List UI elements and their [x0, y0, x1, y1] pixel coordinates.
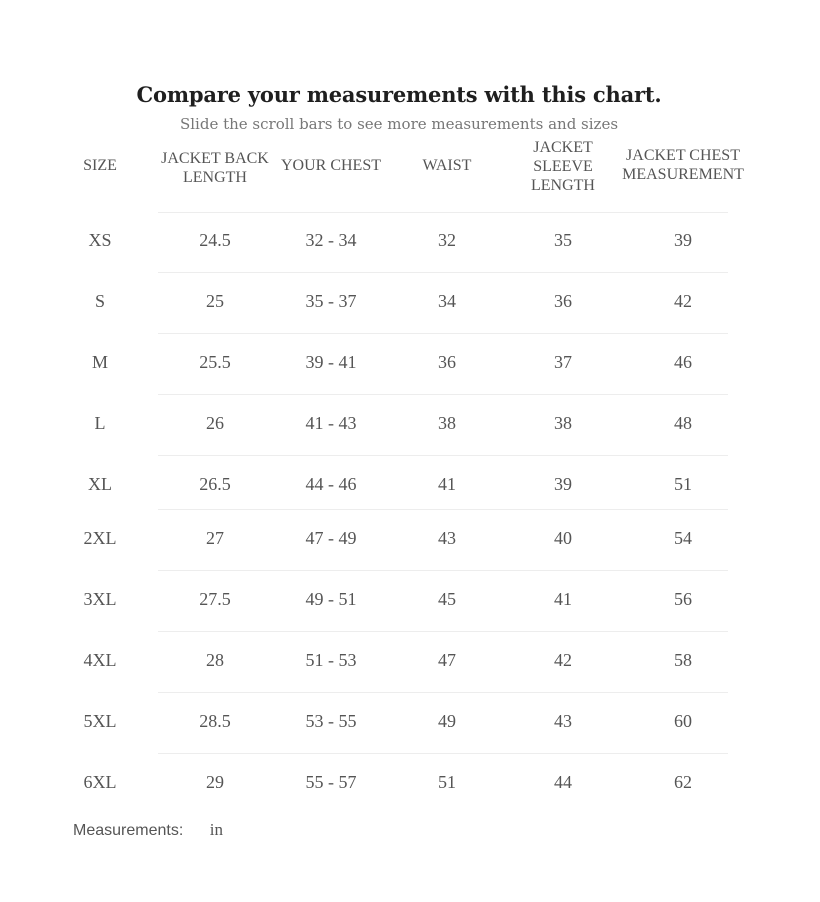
- table-cell-jacket-sleeve-length: 37: [554, 352, 572, 372]
- table-cell-jacket-chest-measurement: 39: [674, 230, 692, 250]
- table-cell-waist: 49: [438, 711, 456, 731]
- table-cell-waist: 36: [438, 352, 456, 372]
- measurement-units: [73, 820, 223, 840]
- table-cell-jacket-back-length: 27: [206, 528, 224, 548]
- table-cell-jacket-back-length: 26: [206, 413, 224, 433]
- table-cell-jacket-back-length: 24.5: [199, 230, 231, 250]
- column-header-jacket-back-length: JACKET BACK LENGTH: [161, 150, 269, 186]
- table-cell-your-chest: 32 - 34: [305, 230, 357, 250]
- table-cell-jacket-back-length: 29: [206, 772, 224, 792]
- table-row: [0, 230, 820, 290]
- table-cell-waist: 47: [438, 650, 456, 670]
- table-row: [0, 711, 820, 771]
- row-divider: [158, 212, 728, 213]
- table-row: [0, 650, 820, 710]
- table-cell-jacket-chest-measurement: 51: [674, 474, 692, 494]
- table-cell-your-chest: 55 - 57: [305, 772, 357, 792]
- table-cell-jacket-chest-measurement: 62: [674, 772, 692, 792]
- size-label: 2XL: [83, 528, 117, 548]
- table-row: [0, 413, 820, 473]
- size-chart-title: Compare your measurements with this chart.: [136, 82, 662, 107]
- table-cell-your-chest: 49 - 51: [305, 589, 357, 609]
- table-cell-jacket-back-length: 25.5: [199, 352, 231, 372]
- table-cell-jacket-back-length: 27.5: [199, 589, 231, 609]
- table-cell-jacket-sleeve-length: 36: [554, 291, 572, 311]
- column-header-jacket-chest-measurement: JACKET CHEST MEASUREMENT: [622, 147, 744, 183]
- table-cell-jacket-back-length: 28: [206, 650, 224, 670]
- table-cell-jacket-sleeve-length: 40: [554, 528, 572, 548]
- table-row: [0, 352, 820, 412]
- table-cell-your-chest: 35 - 37: [305, 291, 357, 311]
- units-value: in: [209, 820, 223, 839]
- table-cell-waist: 34: [438, 291, 456, 311]
- table-row: [0, 474, 820, 534]
- table-cell-jacket-sleeve-length: 41: [554, 589, 572, 609]
- table-cell-your-chest: 44 - 46: [305, 474, 357, 494]
- table-cell-your-chest: 39 - 41: [305, 352, 357, 372]
- column-header-jacket-sleeve-length: JACKET SLEEVE LENGTH: [531, 139, 595, 194]
- table-cell-jacket-sleeve-length: 38: [554, 413, 572, 433]
- table-cell-jacket-chest-measurement: 42: [674, 291, 692, 311]
- size-label: M: [91, 352, 108, 372]
- table-cell-jacket-chest-measurement: 48: [674, 413, 692, 433]
- table-cell-jacket-chest-measurement: 60: [674, 711, 692, 731]
- table-cell-jacket-sleeve-length: 42: [554, 650, 572, 670]
- size-label: 6XL: [83, 772, 117, 792]
- units-label: Measurements:: [73, 822, 184, 839]
- table-cell-your-chest: 53 - 55: [305, 711, 357, 731]
- size-chart-subtitle: Slide the scroll bars to see more measurements and sizes: [179, 115, 619, 133]
- table-cell-jacket-chest-measurement: 46: [674, 352, 692, 372]
- size-label: XS: [88, 230, 112, 250]
- column-header-waist: WAIST: [422, 157, 472, 174]
- table-cell-jacket-sleeve-length: 43: [554, 711, 572, 731]
- table-row: [0, 528, 820, 588]
- size-label: 4XL: [83, 650, 117, 670]
- size-label: S: [94, 291, 105, 311]
- table-cell-jacket-back-length: 26.5: [199, 474, 231, 494]
- size-label: L: [94, 413, 106, 433]
- table-cell-waist: 41: [438, 474, 456, 494]
- table-cell-your-chest: 41 - 43: [305, 413, 357, 433]
- table-cell-jacket-sleeve-length: 35: [554, 230, 572, 250]
- table-cell-waist: 45: [438, 589, 456, 609]
- size-label: 3XL: [83, 589, 117, 609]
- table-cell-your-chest: 51 - 53: [305, 650, 357, 670]
- size-label: XL: [88, 474, 112, 494]
- table-cell-jacket-sleeve-length: 44: [554, 772, 572, 792]
- table-cell-waist: 38: [438, 413, 456, 433]
- table-cell-your-chest: 47 - 49: [305, 528, 357, 548]
- table-cell-waist: 43: [438, 528, 456, 548]
- size-label: 5XL: [83, 711, 117, 731]
- table-cell-jacket-chest-measurement: 54: [674, 528, 692, 548]
- table-row: [0, 589, 820, 649]
- column-header-your-chest: YOUR CHEST: [280, 157, 381, 174]
- table-cell-jacket-back-length: 25: [206, 291, 224, 311]
- table-cell-jacket-back-length: 28.5: [199, 711, 231, 731]
- column-header-size: SIZE: [83, 157, 117, 174]
- table-cell-waist: 51: [438, 772, 456, 792]
- table-row: [0, 291, 820, 351]
- table-cell-jacket-sleeve-length: 39: [554, 474, 572, 494]
- table-cell-waist: 32: [438, 230, 456, 250]
- table-cell-jacket-chest-measurement: 58: [674, 650, 692, 670]
- table-cell-jacket-chest-measurement: 56: [674, 589, 692, 609]
